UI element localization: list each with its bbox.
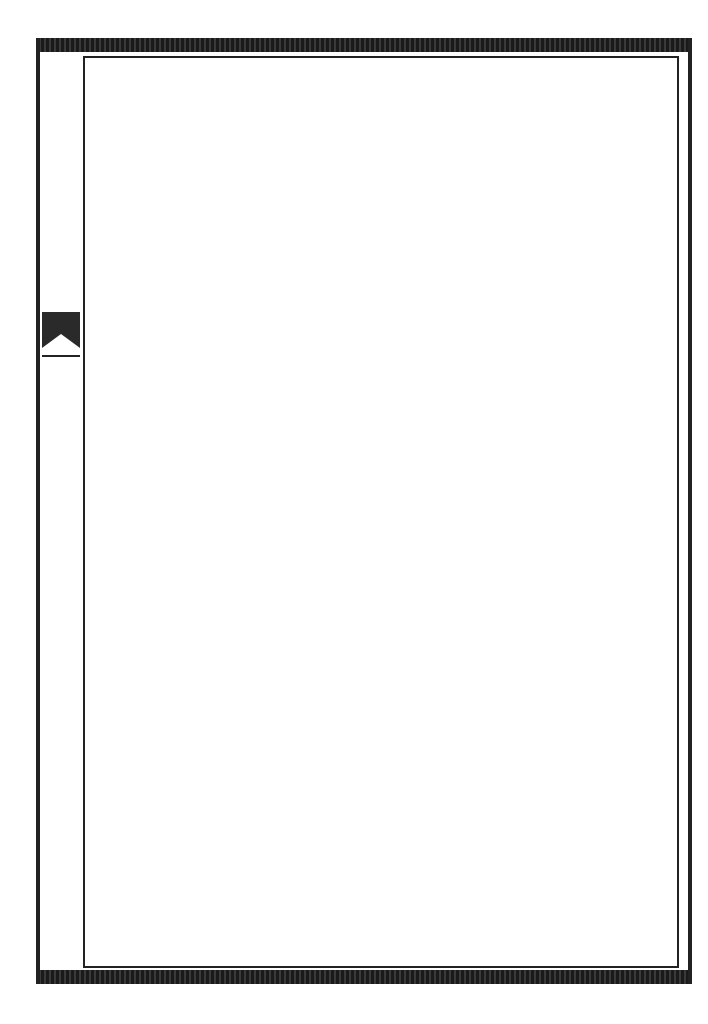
top-border (36, 38, 692, 52)
text-frame (83, 56, 679, 968)
fishtail-ornament-icon (42, 312, 80, 364)
volume-label (44, 420, 80, 560)
left-border (36, 38, 40, 984)
bottom-border (36, 970, 692, 984)
right-border (688, 38, 692, 984)
